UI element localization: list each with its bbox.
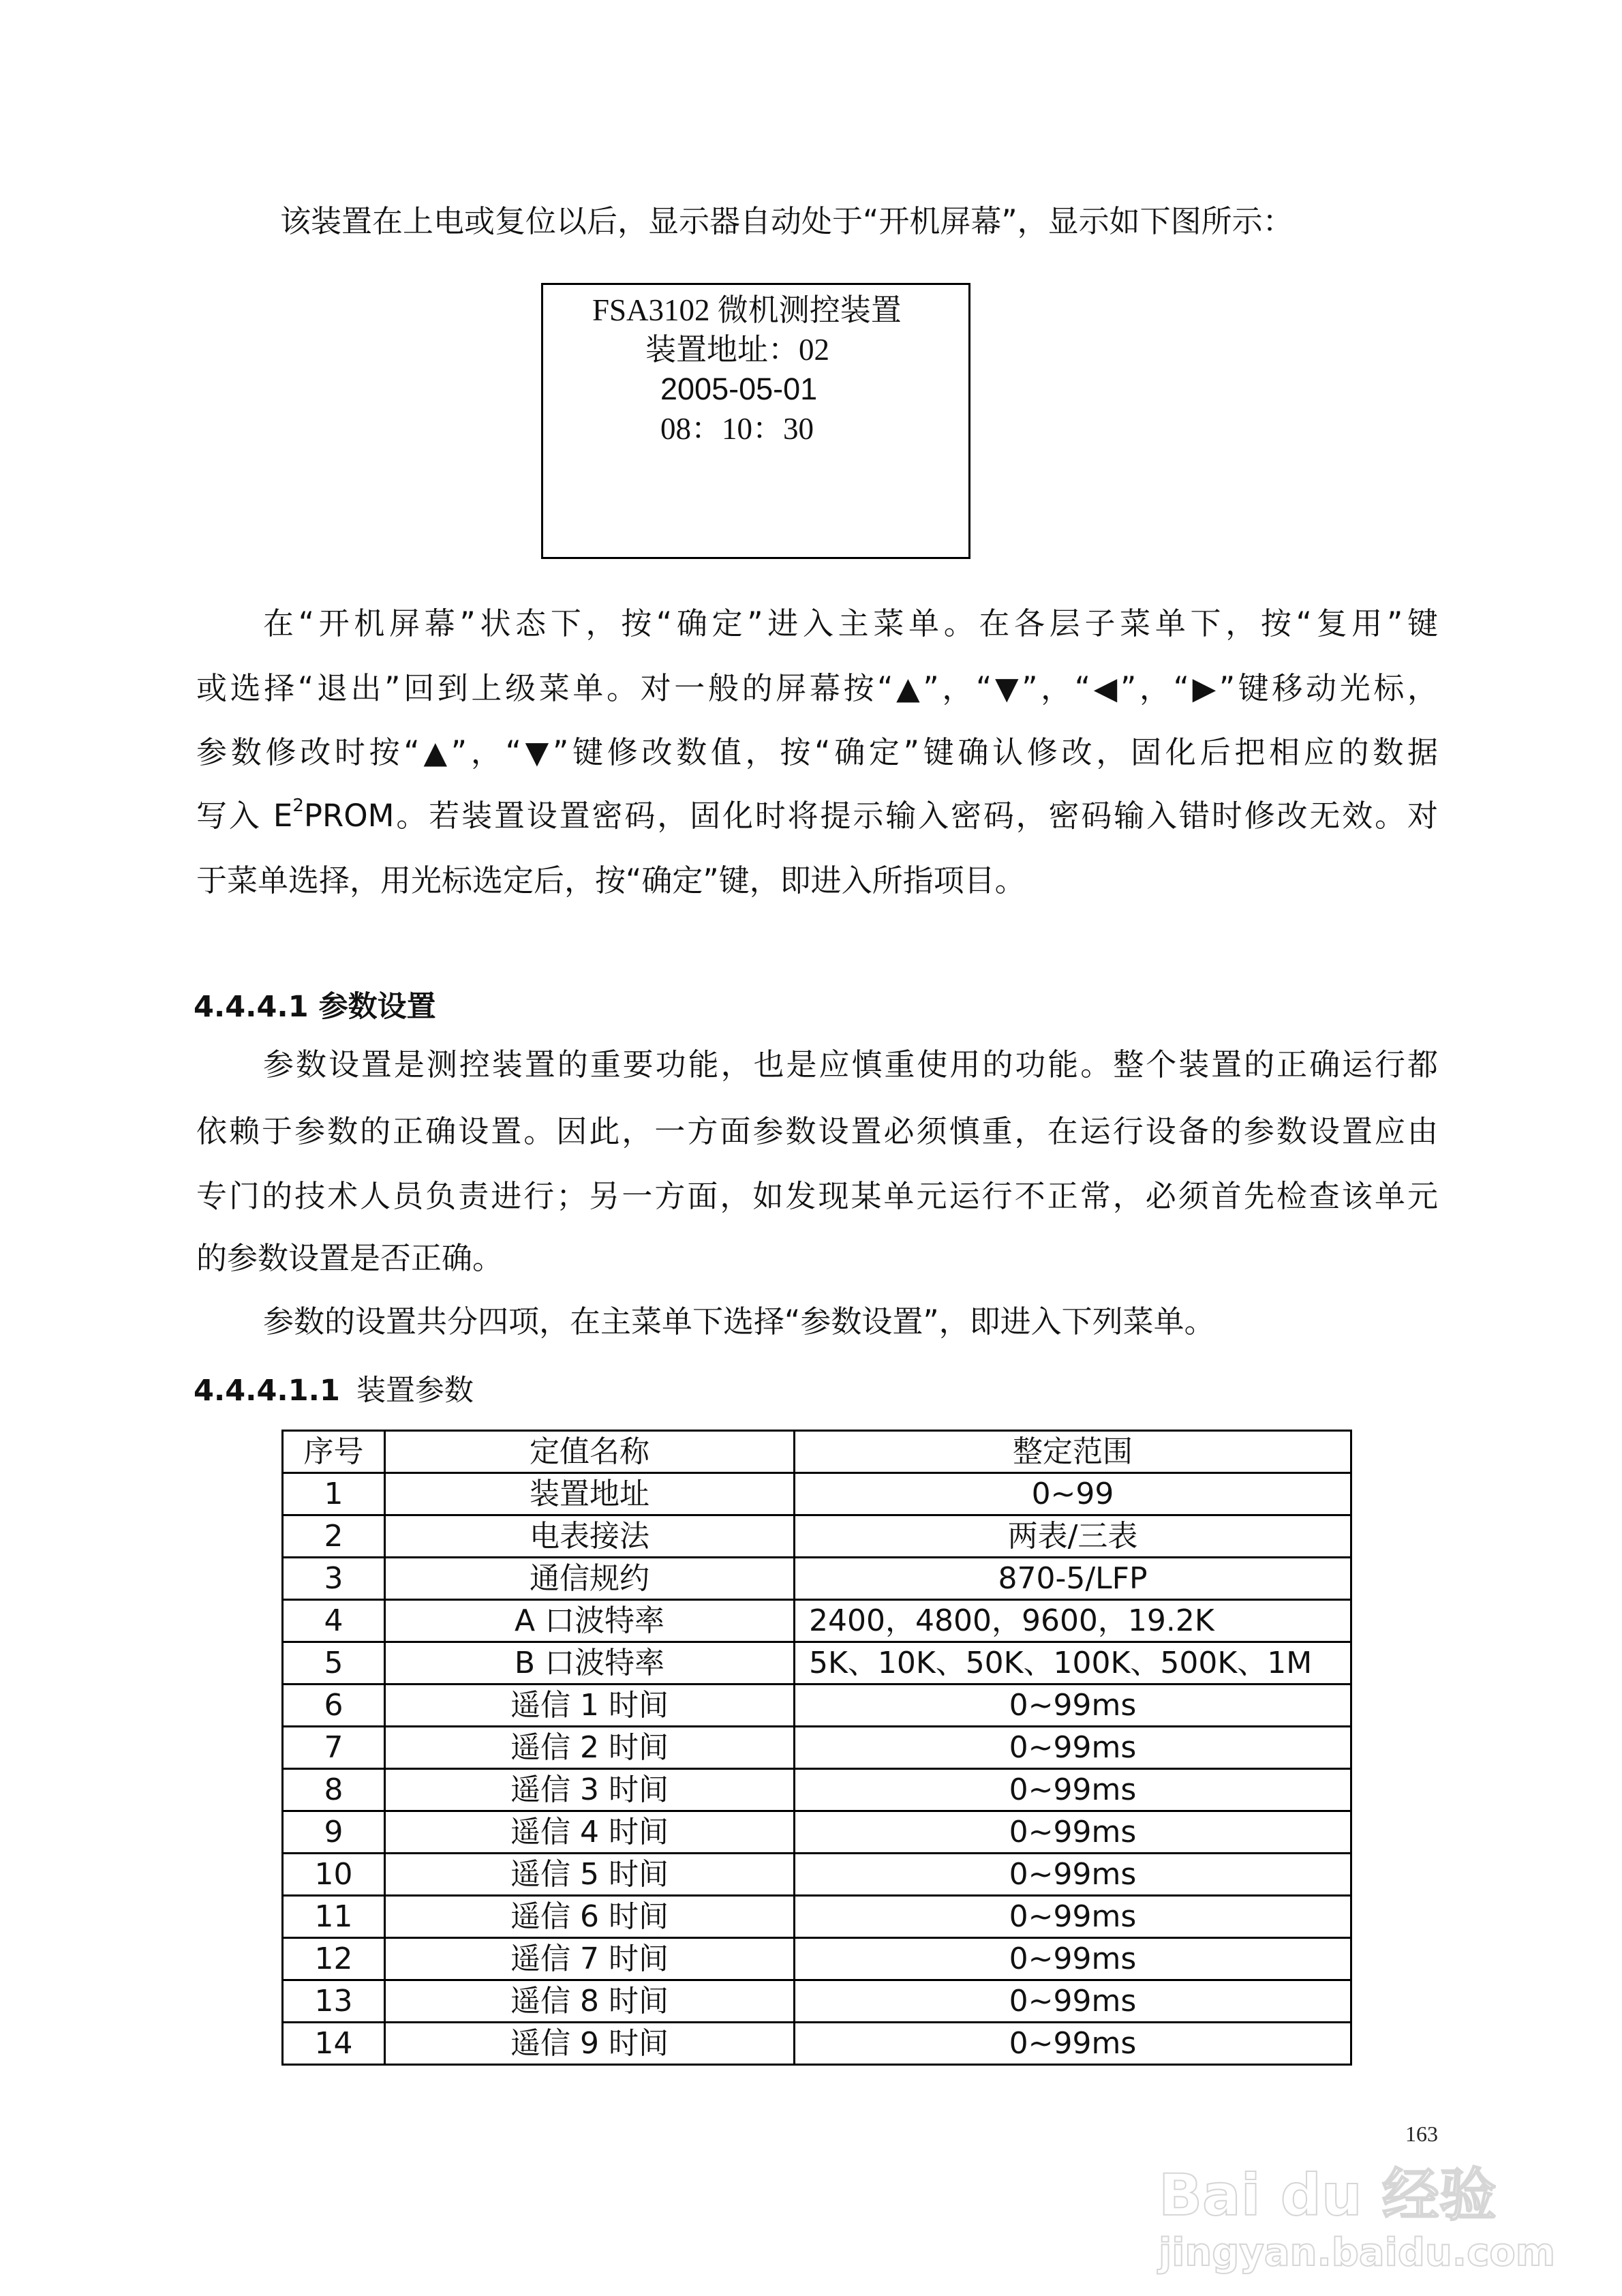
table-cell: 7 [283,1727,385,1769]
table-row [283,1515,1351,1558]
table-cell: 870-5/LFP [795,1558,1351,1600]
screen-time: 08：10：30 [660,412,814,446]
page-number: 163 [1405,2121,1438,2146]
table-cell: 6 [283,1685,385,1727]
section-number: 4.4.4.1 [194,990,309,1024]
table-cell: 5K、10K、50K、100K、500K、1M [795,1642,1351,1685]
table-header-cell: 序号 [283,1431,385,1473]
table-cell: 0~99ms [795,1980,1351,2023]
table-cell: 12 [283,1938,385,1980]
table-cell: 0~99 [795,1473,1351,1515]
para1-line: 或选择“退出”回到上级菜单。对一般的屏幕按“▲”，“▼”，“◀”，“▶”键移动光标， [196,670,1438,706]
table-cell: 0~99ms [795,2023,1351,2065]
para1-line: 于菜单选择，用光标选定后，按“确定”键，即进入所指项目。 [196,862,1026,898]
table-cell: 遥信 5 时间 [385,1854,795,1896]
table-cell: 13 [283,1980,385,2023]
table-header-cell: 整定范围 [795,1431,1351,1473]
table-cell: 9 [283,1811,385,1854]
table-cell: 5 [283,1642,385,1685]
table-cell: 0~99ms [795,1854,1351,1896]
para2-line: 专门的技术人员负责进行；另一方面，如发现某单元运行不正常，必须首先检查该单元 [196,1178,1438,1214]
device-parameters-table [281,1430,1352,2066]
table-cell: 14 [283,2023,385,2065]
table-row [283,1769,1351,1811]
table-cell: B 口波特率 [385,1642,795,1685]
table-cell: 遥信 4 时间 [385,1811,795,1854]
section-title: 参数设置 [318,990,436,1024]
table-row [283,1896,1351,1938]
table-cell: 8 [283,1769,385,1811]
table-row [283,1854,1351,1896]
table-cell: 0~99ms [795,1896,1351,1938]
table-cell: 电表接法 [385,1515,795,1558]
watermark-logo: Bai du 经验 [1159,2162,1497,2229]
baidu-watermark [1159,2161,1581,2277]
para1-line [196,796,1438,836]
table-header-row [283,1431,1351,1473]
table-cell: 4 [283,1600,385,1642]
table-cell: 遥信 3 时间 [385,1769,795,1811]
table-row [283,1938,1351,1980]
intro-text: 该装置在上电或复位以后，显示器自动处于“开机屏幕”，显示如下图所示： [280,203,1294,239]
table-row [283,1685,1351,1727]
table-cell: 2400，4800，9600，19.2K [795,1600,1351,1642]
table-cell: 11 [283,1896,385,1938]
section-heading [194,984,436,1025]
table-header-cell: 定值名称 [385,1431,795,1473]
table-cell: 1 [283,1473,385,1515]
para3: 参数的设置共分四项，在主菜单下选择“参数设置”，即进入下列菜单。 [263,1303,1215,1340]
table-row [283,1558,1351,1600]
para2-line: 的参数设置是否正确。 [196,1240,504,1276]
table-row [283,1811,1351,1854]
table-cell: 遥信 1 时间 [385,1685,795,1727]
table-cell: 0~99ms [795,1938,1351,1980]
screen-date: 2005-05-01 [660,372,818,406]
para2-line: 参数设置是测控装置的重要功能，也是应慎重使用的功能。整个装置的正确运行都 [263,1046,1438,1083]
table-cell: 遥信 8 时间 [385,1980,795,2023]
table-row [283,1473,1351,1515]
screen-device-name: FSA3102 微机测控装置 [592,293,902,327]
table-cell: 遥信 9 时间 [385,2023,795,2065]
table-cell: 0~99ms [795,1685,1351,1727]
table-cell: 通信规约 [385,1558,795,1600]
para1-line: 在“开机屏幕”状态下，按“确定”进入主菜单。在各层子菜单下，按“复用”键 [263,605,1438,641]
table-cell: 两表/三表 [795,1515,1351,1558]
screen-device-address: 装置地址：02 [645,333,830,367]
text-fragment: PROM。若装置设置密码，固化时将提示输入密码，密码输入错时修改无效。对 [303,798,1438,834]
para1-line: 参数修改时按“▲”，“▼”键修改数值，按“确定”键确认修改，固化后把相应的数据 [196,734,1438,770]
subsection-number: 4.4.4.1.1 [194,1374,340,1408]
table-cell: 遥信 7 时间 [385,1938,795,1980]
subsection-heading [194,1368,474,1409]
table-row [283,1600,1351,1642]
table-cell: 10 [283,1854,385,1896]
table-cell: 遥信 6 时间 [385,1896,795,1938]
table-cell: 遥信 2 时间 [385,1727,795,1769]
subsection-title: 装置参数 [356,1374,474,1408]
startup-screen-figure [541,283,970,559]
table-cell: 0~99ms [795,1811,1351,1854]
table-cell: 3 [283,1558,385,1600]
table-row [283,1980,1351,2023]
table-cell: 0~99ms [795,1727,1351,1769]
superscript: 2 [292,796,304,816]
table-cell: 0~99ms [795,1769,1351,1811]
table-cell: 2 [283,1515,385,1558]
table-row [283,1727,1351,1769]
table-cell: A 口波特率 [385,1600,795,1642]
text-fragment: 写入 E [196,798,293,834]
watermark-url: jingyan.baidu.com [1159,2231,1556,2275]
para2-line: 依赖于参数的正确设置。因此，一方面参数设置必须慎重，在运行设备的参数设置应由 [196,1113,1438,1149]
table-row [283,2023,1351,2065]
table-row [283,1642,1351,1685]
table-cell: 装置地址 [385,1473,795,1515]
